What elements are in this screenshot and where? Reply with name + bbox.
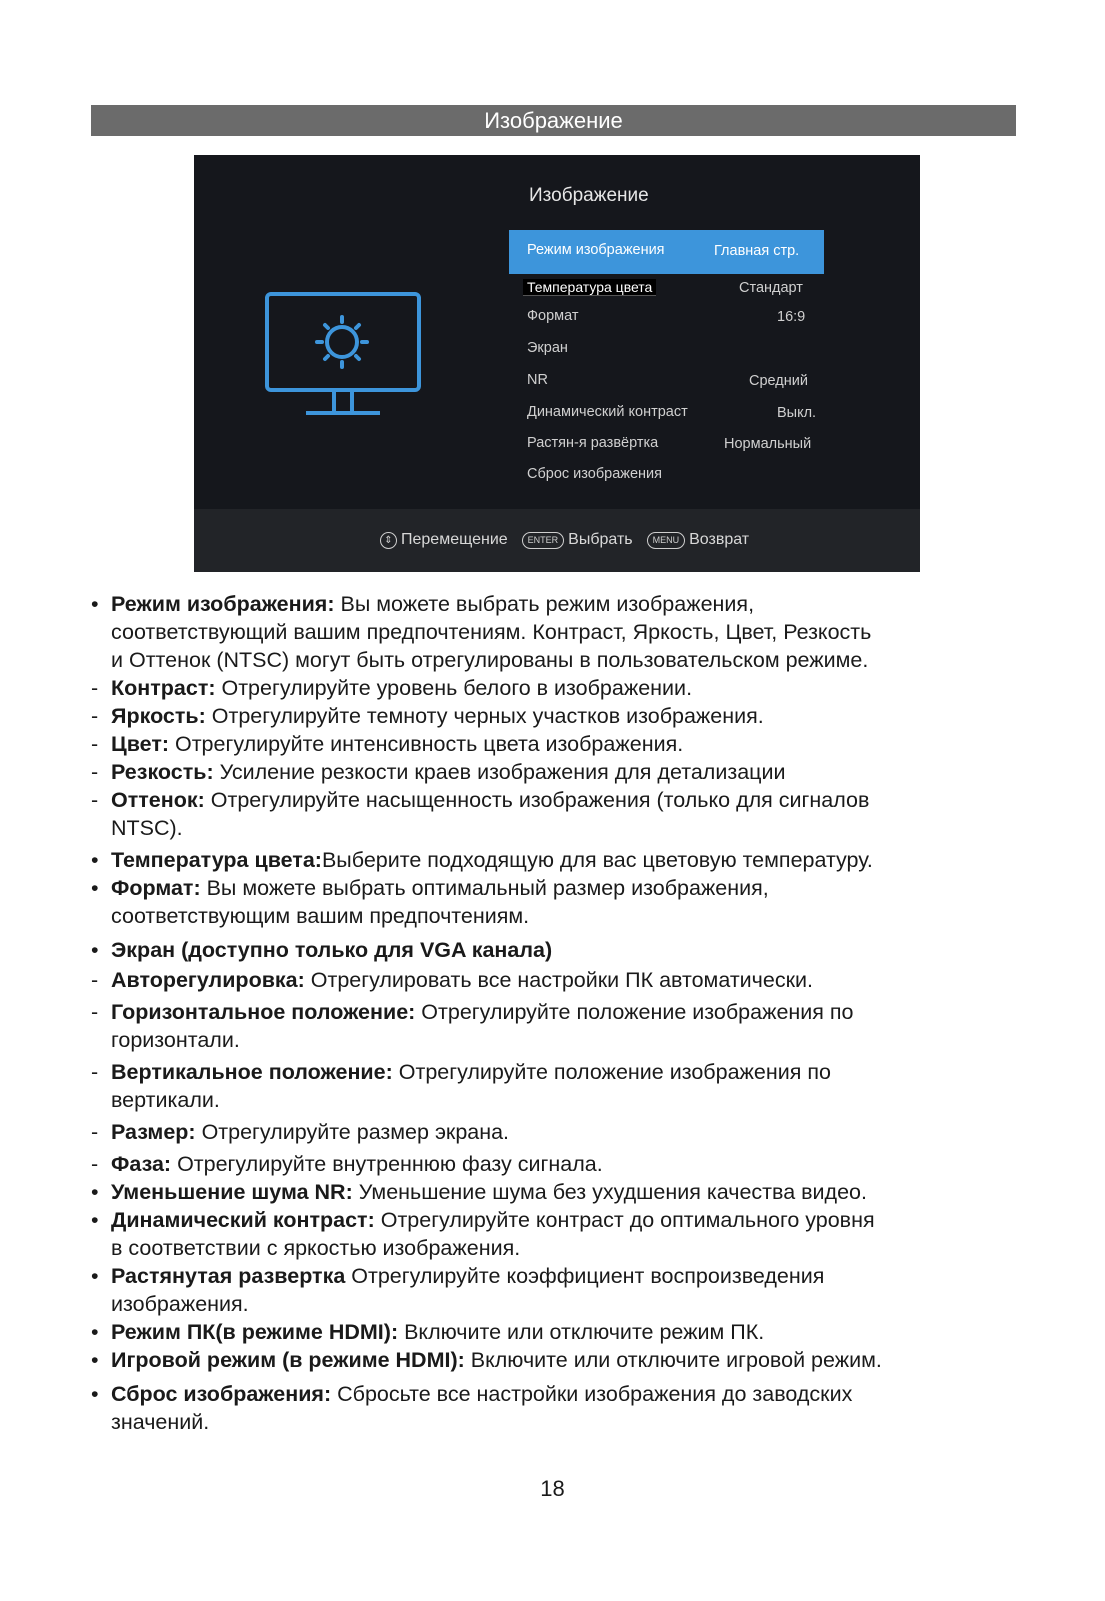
doc-item-continuation: соответствующий вашим предпочтениям. Контраст, Яркость, Цвет, Резкость <box>111 620 872 644</box>
doc-item-title: Температура цвета: <box>111 848 322 872</box>
dash-marker: - <box>91 1000 99 1024</box>
doc-item-title: Игровой режим (в режиме HDMI): <box>111 1348 465 1372</box>
menu-item-label: Растян-я развёртка <box>527 435 659 451</box>
doc-item-continuation: горизонтали. <box>111 1028 240 1052</box>
doc-item-continuation: NTSC). <box>111 816 183 840</box>
menu-title: Изображение <box>529 185 649 206</box>
doc-item <box>91 786 1021 814</box>
doc-item-text: Усиление резкости краев изображения для детализации <box>213 760 786 784</box>
menu-item-format[interactable] <box>509 303 824 329</box>
menu-item-reset-picture[interactable] <box>509 461 824 487</box>
bullet-marker: • <box>91 876 99 900</box>
footer-move-label: Перемещение <box>401 531 508 548</box>
navigate-arrows-icon: ⇕ <box>380 532 397 549</box>
doc-item-text: Включите или отключите игровой режим. <box>464 1348 882 1372</box>
doc-item <box>91 1150 1021 1178</box>
doc-item <box>91 1318 1021 1346</box>
doc-item <box>91 998 1021 1026</box>
doc-item-text: Отрегулировать все настройки ПК автоматически. <box>304 968 813 992</box>
doc-item-text: Отрегулируйте размер экрана. <box>195 1120 510 1144</box>
doc-item <box>91 674 1021 702</box>
menu-item-color-temperature[interactable] <box>509 274 824 300</box>
dash-marker: - <box>91 760 99 784</box>
footer-select-label: Выбрать <box>568 531 633 548</box>
menu-item-nr[interactable] <box>509 367 824 393</box>
doc-item-title: Экран (доступно только для VGA канала) <box>111 938 553 962</box>
menu-item-label: Формат <box>527 308 579 324</box>
menu-item-picture-mode[interactable] <box>509 230 824 274</box>
description-list <box>91 590 1021 1436</box>
doc-item-title: Сброс изображения: <box>111 1382 332 1406</box>
doc-item <box>91 1206 1021 1234</box>
doc-item-continuation: в соответствии с яркостью изображения. <box>111 1236 521 1260</box>
doc-item-title: Режим ПК(в режиме HDMI): <box>111 1320 399 1344</box>
menu-item-value: Выкл. <box>777 405 817 421</box>
doc-item-continuation: соответствующим вашим предпочтениям. <box>111 904 530 928</box>
menu-item-value: Главная стр. <box>714 243 800 259</box>
dash-marker: - <box>91 968 99 992</box>
doc-item <box>91 758 1021 786</box>
doc-item-title: Цвет: <box>111 732 170 756</box>
doc-item <box>91 874 1021 902</box>
dash-marker: - <box>91 704 99 728</box>
bullet-marker: • <box>91 1348 99 1372</box>
menu-item-value: Стандарт <box>739 280 803 296</box>
dash-marker: - <box>91 676 99 700</box>
doc-item-title: Горизонтальное положение: <box>111 1000 416 1024</box>
doc-item-text: Отрегулируйте уровень белого в изображении. <box>215 676 693 700</box>
menu-item-value: 16:9 <box>777 309 806 325</box>
doc-item <box>91 846 1021 874</box>
bullet-marker: • <box>91 1208 99 1232</box>
page-number: 18 <box>540 1476 565 1501</box>
doc-item-text: Отрегулируйте темноту черных участков изображения. <box>205 704 764 728</box>
menu-item-label: Экран <box>527 340 568 356</box>
doc-item-text: Уменьшение шума без ухудшения качества видео. <box>352 1180 867 1204</box>
doc-item-title: Размер: <box>111 1120 196 1144</box>
dash-marker: - <box>91 732 99 756</box>
dash-marker: - <box>91 1152 99 1176</box>
doc-item <box>91 1118 1021 1146</box>
doc-item-text: Отрегулируйте внутреннюю фазу сигнала. <box>171 1152 603 1176</box>
doc-item-text: Отрегулируйте положение изображения по <box>415 1000 854 1024</box>
doc-item <box>91 730 1021 758</box>
doc-item <box>91 1346 1021 1374</box>
doc-item-text: Отрегулируйте положение изображения по <box>392 1060 831 1084</box>
doc-item-text: Отрегулируйте контраст до оптимального уровня <box>374 1208 875 1232</box>
doc-item-title: Яркость: <box>111 704 206 728</box>
bullet-marker: • <box>91 1180 99 1204</box>
doc-item-title: Оттенок: <box>111 788 205 812</box>
dash-marker: - <box>91 1120 99 1144</box>
tv-menu-screenshot <box>194 155 920 572</box>
doc-item-text: Отрегулируйте коэффициент воспроизведения <box>345 1264 825 1288</box>
doc-item-title: Резкость: <box>111 760 214 784</box>
doc-item-title: Растянутая развертка <box>111 1264 346 1288</box>
dash-marker: - <box>91 788 99 812</box>
menu-item-label: Динамический контраст <box>527 404 688 420</box>
menu-item-value: Нормальный <box>724 436 812 452</box>
menu-item-label: NR <box>527 372 548 388</box>
menu-footer <box>194 509 920 572</box>
enter-key-icon: ENTER <box>522 532 565 549</box>
doc-item-title: Динамический контраст: <box>111 1208 375 1232</box>
doc-item-text: Вы можете выбрать режим изображения, <box>334 592 755 616</box>
menu-item-label: Сброс изображения <box>527 466 662 482</box>
doc-item-title: Авторегулировка: <box>111 968 305 992</box>
doc-item-title: Режим изображения: <box>111 592 335 616</box>
doc-item <box>91 1058 1021 1086</box>
doc-item <box>91 1262 1021 1290</box>
doc-item-text: Отрегулируйте насыщенность изображения (только для сигналов <box>204 788 870 812</box>
doc-item-title: Контраст: <box>111 676 216 700</box>
doc-item-continuation: изображения. <box>111 1292 249 1316</box>
menu-key-icon: MENU <box>647 532 686 549</box>
menu-item-screen[interactable] <box>509 335 824 361</box>
bullet-marker: • <box>91 938 99 962</box>
doc-item <box>91 966 1021 994</box>
doc-item <box>91 936 1021 964</box>
bullet-marker: • <box>91 1382 99 1406</box>
bullet-marker: • <box>91 848 99 872</box>
monitor-brightness-icon <box>264 290 434 430</box>
doc-item-continuation: и Оттенок (NTSC) могут быть отрегулированы в пользовательском режиме. <box>111 648 869 672</box>
bullet-marker: • <box>91 592 99 616</box>
doc-item-title: Уменьшение шума NR: <box>111 1180 353 1204</box>
dash-marker: - <box>91 1060 99 1084</box>
doc-item-text: Вы можете выбрать оптимальный размер изображения, <box>200 876 769 900</box>
doc-item-title: Формат: <box>111 876 201 900</box>
doc-item <box>91 702 1021 730</box>
menu-item-value: Средний <box>749 373 808 389</box>
doc-item-text: Сбросьте все настройки изображения до заводских <box>331 1382 853 1406</box>
doc-item-text: Включите или отключите режим ПК. <box>398 1320 765 1344</box>
doc-item <box>91 590 1021 618</box>
section-header: Изображение <box>91 105 1016 136</box>
doc-item-text: Выберите подходящую для вас цветовую температуру. <box>321 848 873 872</box>
menu-item-label: Температура цвета <box>523 279 656 296</box>
bullet-marker: • <box>91 1264 99 1288</box>
bullet-marker: • <box>91 1320 99 1344</box>
doc-item <box>91 1380 1021 1408</box>
doc-item <box>91 1178 1021 1206</box>
doc-item-text: Отрегулируйте интенсивность цвета изображения. <box>169 732 684 756</box>
doc-item-title: Фаза: <box>111 1152 172 1176</box>
menu-item-label: Режим изображения <box>527 242 665 258</box>
doc-item-title: Вертикальное положение: <box>111 1060 393 1084</box>
doc-item-continuation: значений. <box>111 1410 210 1434</box>
doc-item-continuation: вертикали. <box>111 1088 220 1112</box>
footer-back-label: Возврат <box>689 531 750 548</box>
menu-item-dynamic-contrast[interactable] <box>509 399 824 425</box>
menu-item-overscan[interactable] <box>509 430 824 456</box>
